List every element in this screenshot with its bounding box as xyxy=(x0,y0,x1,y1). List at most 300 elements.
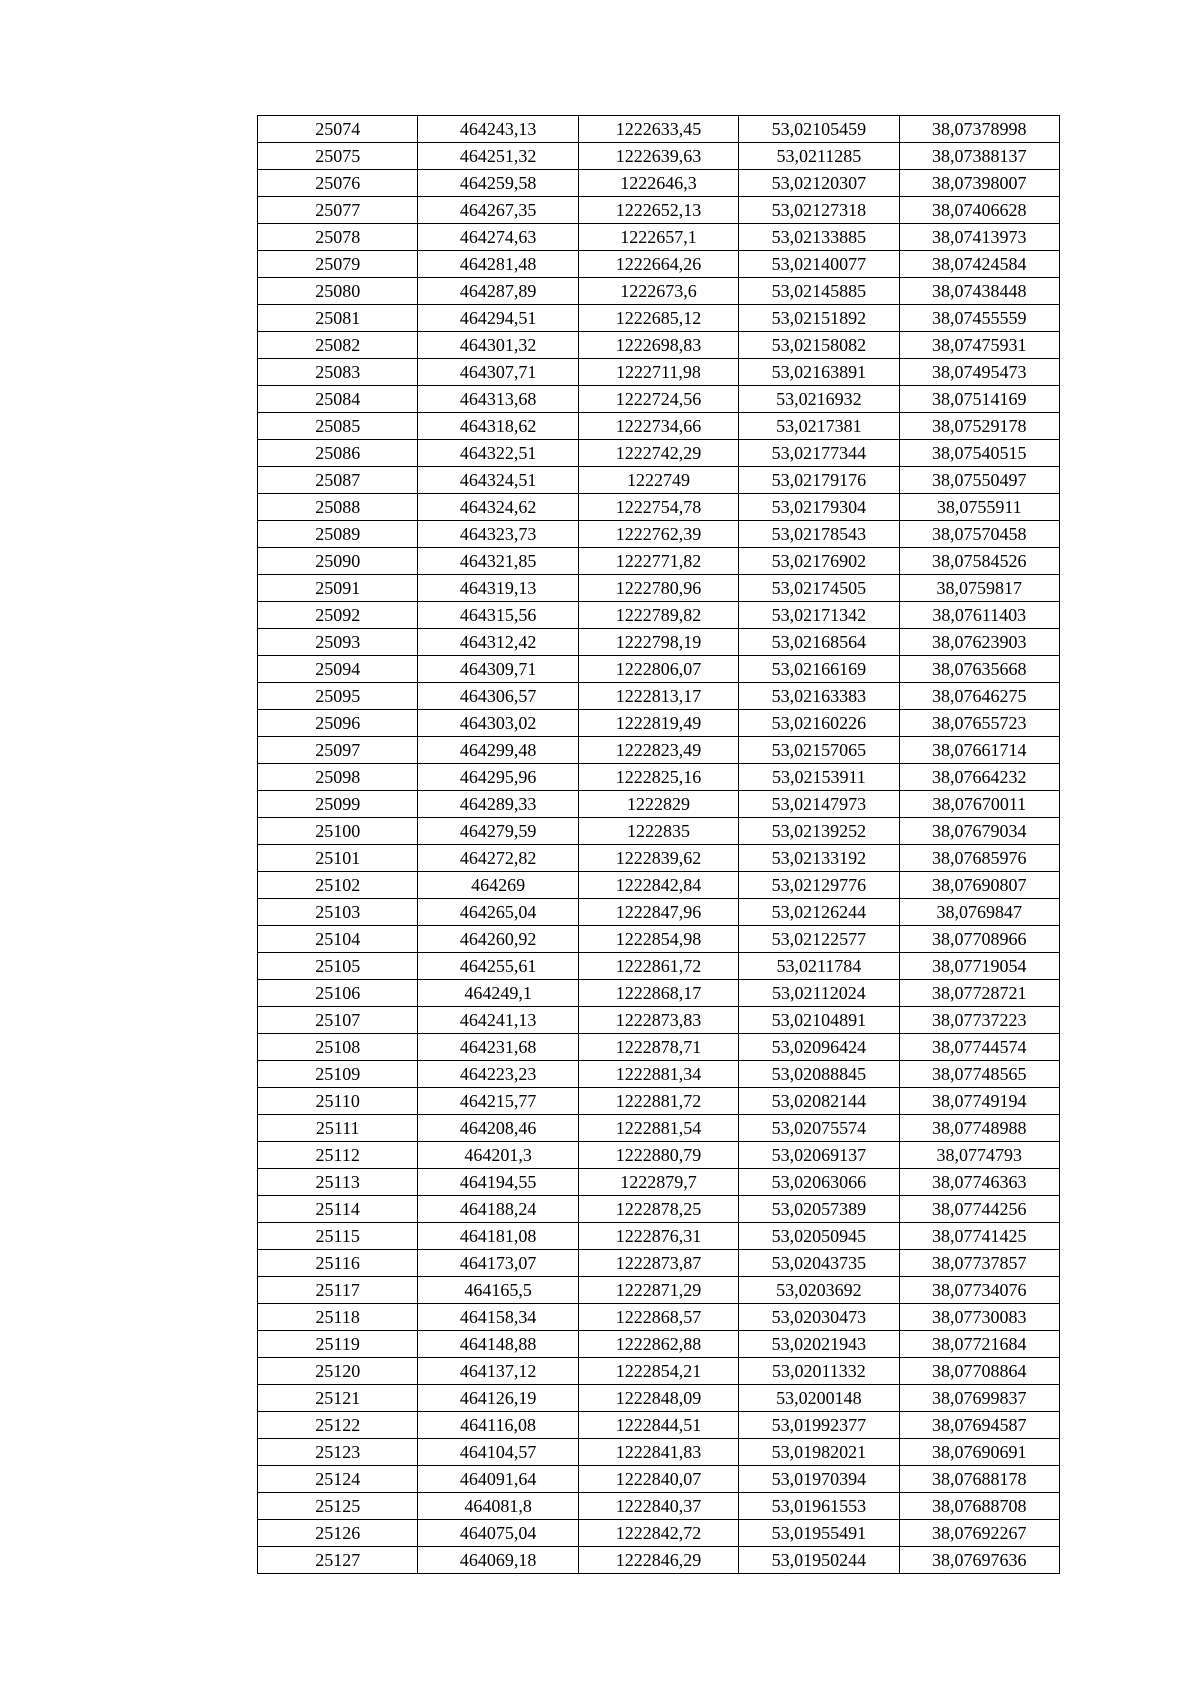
x-coordinate-cell: 464321,85 xyxy=(418,548,578,575)
point-number-cell: 25096 xyxy=(258,710,418,737)
table-row xyxy=(258,1304,1060,1331)
coordinates-table xyxy=(257,115,1060,1574)
longitude-cell: 38,07529178 xyxy=(899,413,1059,440)
table-row xyxy=(258,1169,1060,1196)
table-row xyxy=(258,1088,1060,1115)
y-coordinate-cell: 1222771,82 xyxy=(578,548,738,575)
latitude-cell: 53,01970394 xyxy=(739,1466,899,1493)
longitude-cell: 38,07692267 xyxy=(899,1520,1059,1547)
latitude-cell: 53,02163383 xyxy=(739,683,899,710)
latitude-cell: 53,01982021 xyxy=(739,1439,899,1466)
longitude-cell: 38,07570458 xyxy=(899,521,1059,548)
y-coordinate-cell: 1222846,29 xyxy=(578,1547,738,1574)
longitude-cell: 38,07398007 xyxy=(899,170,1059,197)
table-row xyxy=(258,818,1060,845)
y-coordinate-cell: 1222878,71 xyxy=(578,1034,738,1061)
longitude-cell: 38,07728721 xyxy=(899,980,1059,1007)
latitude-cell: 53,02176902 xyxy=(739,548,899,575)
point-number-cell: 25092 xyxy=(258,602,418,629)
point-number-cell: 25106 xyxy=(258,980,418,1007)
latitude-cell: 53,02127318 xyxy=(739,197,899,224)
x-coordinate-cell: 464255,61 xyxy=(418,953,578,980)
y-coordinate-cell: 1222819,49 xyxy=(578,710,738,737)
latitude-cell: 53,02122577 xyxy=(739,926,899,953)
y-coordinate-cell: 1222881,54 xyxy=(578,1115,738,1142)
table-row xyxy=(258,440,1060,467)
longitude-cell: 38,07730083 xyxy=(899,1304,1059,1331)
x-coordinate-cell: 464324,62 xyxy=(418,494,578,521)
longitude-cell: 38,07699837 xyxy=(899,1385,1059,1412)
table-row xyxy=(258,683,1060,710)
x-coordinate-cell: 464281,48 xyxy=(418,251,578,278)
y-coordinate-cell: 1222685,12 xyxy=(578,305,738,332)
table-row xyxy=(258,170,1060,197)
longitude-cell: 38,07744574 xyxy=(899,1034,1059,1061)
point-number-cell: 25076 xyxy=(258,170,418,197)
point-number-cell: 25116 xyxy=(258,1250,418,1277)
longitude-cell: 38,07623903 xyxy=(899,629,1059,656)
table-row xyxy=(258,251,1060,278)
x-coordinate-cell: 464137,12 xyxy=(418,1358,578,1385)
latitude-cell: 53,02166169 xyxy=(739,656,899,683)
y-coordinate-cell: 1222868,57 xyxy=(578,1304,738,1331)
point-number-cell: 25090 xyxy=(258,548,418,575)
y-coordinate-cell: 1222798,19 xyxy=(578,629,738,656)
table-row xyxy=(258,656,1060,683)
point-number-cell: 25077 xyxy=(258,197,418,224)
longitude-cell: 38,07719054 xyxy=(899,953,1059,980)
longitude-cell: 38,07748565 xyxy=(899,1061,1059,1088)
point-number-cell: 25108 xyxy=(258,1034,418,1061)
x-coordinate-cell: 464279,59 xyxy=(418,818,578,845)
y-coordinate-cell: 1222840,07 xyxy=(578,1466,738,1493)
y-coordinate-cell: 1222844,51 xyxy=(578,1412,738,1439)
y-coordinate-cell: 1222664,26 xyxy=(578,251,738,278)
y-coordinate-cell: 1222842,84 xyxy=(578,872,738,899)
y-coordinate-cell: 1222840,37 xyxy=(578,1493,738,1520)
x-coordinate-cell: 464104,57 xyxy=(418,1439,578,1466)
longitude-cell: 38,07690691 xyxy=(899,1439,1059,1466)
longitude-cell: 38,07438448 xyxy=(899,278,1059,305)
x-coordinate-cell: 464318,62 xyxy=(418,413,578,440)
longitude-cell: 38,0759817 xyxy=(899,575,1059,602)
x-coordinate-cell: 464251,32 xyxy=(418,143,578,170)
y-coordinate-cell: 1222789,82 xyxy=(578,602,738,629)
table-row xyxy=(258,1250,1060,1277)
x-coordinate-cell: 464312,42 xyxy=(418,629,578,656)
x-coordinate-cell: 464075,04 xyxy=(418,1520,578,1547)
point-number-cell: 25081 xyxy=(258,305,418,332)
point-number-cell: 25093 xyxy=(258,629,418,656)
latitude-cell: 53,02153911 xyxy=(739,764,899,791)
y-coordinate-cell: 1222854,98 xyxy=(578,926,738,953)
y-coordinate-cell: 1222673,6 xyxy=(578,278,738,305)
latitude-cell: 53,02163891 xyxy=(739,359,899,386)
table-row xyxy=(258,278,1060,305)
x-coordinate-cell: 464201,3 xyxy=(418,1142,578,1169)
point-number-cell: 25120 xyxy=(258,1358,418,1385)
latitude-cell: 53,02158082 xyxy=(739,332,899,359)
latitude-cell: 53,02147973 xyxy=(739,791,899,818)
point-number-cell: 25109 xyxy=(258,1061,418,1088)
x-coordinate-cell: 464126,19 xyxy=(418,1385,578,1412)
point-number-cell: 25088 xyxy=(258,494,418,521)
x-coordinate-cell: 464241,13 xyxy=(418,1007,578,1034)
latitude-cell: 53,02133885 xyxy=(739,224,899,251)
latitude-cell: 53,02112024 xyxy=(739,980,899,1007)
latitude-cell: 53,0211285 xyxy=(739,143,899,170)
x-coordinate-cell: 464272,82 xyxy=(418,845,578,872)
x-coordinate-cell: 464260,92 xyxy=(418,926,578,953)
x-coordinate-cell: 464223,23 xyxy=(418,1061,578,1088)
table-row xyxy=(258,1223,1060,1250)
point-number-cell: 25114 xyxy=(258,1196,418,1223)
x-coordinate-cell: 464274,63 xyxy=(418,224,578,251)
table-row xyxy=(258,845,1060,872)
table-row xyxy=(258,467,1060,494)
x-coordinate-cell: 464294,51 xyxy=(418,305,578,332)
x-coordinate-cell: 464208,46 xyxy=(418,1115,578,1142)
point-number-cell: 25104 xyxy=(258,926,418,953)
table-row xyxy=(258,1547,1060,1574)
latitude-cell: 53,01950244 xyxy=(739,1547,899,1574)
point-number-cell: 25074 xyxy=(258,116,418,143)
table-row xyxy=(258,494,1060,521)
table-row xyxy=(258,1412,1060,1439)
point-number-cell: 25117 xyxy=(258,1277,418,1304)
latitude-cell: 53,0203692 xyxy=(739,1277,899,1304)
latitude-cell: 53,02174505 xyxy=(739,575,899,602)
y-coordinate-cell: 1222698,83 xyxy=(578,332,738,359)
latitude-cell: 53,02171342 xyxy=(739,602,899,629)
x-coordinate-cell: 464165,5 xyxy=(418,1277,578,1304)
longitude-cell: 38,07685976 xyxy=(899,845,1059,872)
longitude-cell: 38,07413973 xyxy=(899,224,1059,251)
table-row xyxy=(258,413,1060,440)
y-coordinate-cell: 1222881,72 xyxy=(578,1088,738,1115)
x-coordinate-cell: 464158,34 xyxy=(418,1304,578,1331)
latitude-cell: 53,02140077 xyxy=(739,251,899,278)
y-coordinate-cell: 1222711,98 xyxy=(578,359,738,386)
y-coordinate-cell: 1222806,07 xyxy=(578,656,738,683)
latitude-cell: 53,02082144 xyxy=(739,1088,899,1115)
x-coordinate-cell: 464267,35 xyxy=(418,197,578,224)
latitude-cell: 53,0200148 xyxy=(739,1385,899,1412)
longitude-cell: 38,0769847 xyxy=(899,899,1059,926)
latitude-cell: 53,02069137 xyxy=(739,1142,899,1169)
table-row xyxy=(258,575,1060,602)
longitude-cell: 38,07455559 xyxy=(899,305,1059,332)
x-coordinate-cell: 464148,88 xyxy=(418,1331,578,1358)
y-coordinate-cell: 1222880,79 xyxy=(578,1142,738,1169)
point-number-cell: 25102 xyxy=(258,872,418,899)
longitude-cell: 38,07495473 xyxy=(899,359,1059,386)
longitude-cell: 38,07690807 xyxy=(899,872,1059,899)
latitude-cell: 53,01955491 xyxy=(739,1520,899,1547)
y-coordinate-cell: 1222825,16 xyxy=(578,764,738,791)
table-row xyxy=(258,1061,1060,1088)
y-coordinate-cell: 1222879,7 xyxy=(578,1169,738,1196)
table-row xyxy=(258,224,1060,251)
x-coordinate-cell: 464269 xyxy=(418,872,578,899)
latitude-cell: 53,0217381 xyxy=(739,413,899,440)
y-coordinate-cell: 1222646,3 xyxy=(578,170,738,197)
longitude-cell: 38,07670011 xyxy=(899,791,1059,818)
latitude-cell: 53,02057389 xyxy=(739,1196,899,1223)
y-coordinate-cell: 1222873,83 xyxy=(578,1007,738,1034)
y-coordinate-cell: 1222839,62 xyxy=(578,845,738,872)
longitude-cell: 38,07697636 xyxy=(899,1547,1059,1574)
latitude-cell: 53,02145885 xyxy=(739,278,899,305)
point-number-cell: 25091 xyxy=(258,575,418,602)
table-row xyxy=(258,1385,1060,1412)
x-coordinate-cell: 464322,51 xyxy=(418,440,578,467)
x-coordinate-cell: 464306,57 xyxy=(418,683,578,710)
table-row xyxy=(258,926,1060,953)
y-coordinate-cell: 1222871,29 xyxy=(578,1277,738,1304)
latitude-cell: 53,02151892 xyxy=(739,305,899,332)
table-row xyxy=(258,1142,1060,1169)
y-coordinate-cell: 1222862,88 xyxy=(578,1331,738,1358)
table-row xyxy=(258,332,1060,359)
x-coordinate-cell: 464259,58 xyxy=(418,170,578,197)
table-row xyxy=(258,1115,1060,1142)
y-coordinate-cell: 1222841,83 xyxy=(578,1439,738,1466)
latitude-cell: 53,02157065 xyxy=(739,737,899,764)
table-row xyxy=(258,1358,1060,1385)
point-number-cell: 25094 xyxy=(258,656,418,683)
point-number-cell: 25097 xyxy=(258,737,418,764)
longitude-cell: 38,07661714 xyxy=(899,737,1059,764)
latitude-cell: 53,02043735 xyxy=(739,1250,899,1277)
table-row xyxy=(258,116,1060,143)
latitude-cell: 53,02030473 xyxy=(739,1304,899,1331)
longitude-cell: 38,0774793 xyxy=(899,1142,1059,1169)
longitude-cell: 38,07746363 xyxy=(899,1169,1059,1196)
x-coordinate-cell: 464173,07 xyxy=(418,1250,578,1277)
table-row xyxy=(258,1007,1060,1034)
longitude-cell: 38,07550497 xyxy=(899,467,1059,494)
longitude-cell: 38,07514169 xyxy=(899,386,1059,413)
longitude-cell: 38,07688178 xyxy=(899,1466,1059,1493)
y-coordinate-cell: 1222861,72 xyxy=(578,953,738,980)
longitude-cell: 38,07646275 xyxy=(899,683,1059,710)
latitude-cell: 53,02160226 xyxy=(739,710,899,737)
latitude-cell: 53,02075574 xyxy=(739,1115,899,1142)
x-coordinate-cell: 464091,64 xyxy=(418,1466,578,1493)
longitude-cell: 38,07679034 xyxy=(899,818,1059,845)
latitude-cell: 53,02021943 xyxy=(739,1331,899,1358)
x-coordinate-cell: 464265,04 xyxy=(418,899,578,926)
latitude-cell: 53,02088845 xyxy=(739,1061,899,1088)
x-coordinate-cell: 464188,24 xyxy=(418,1196,578,1223)
x-coordinate-cell: 464249,1 xyxy=(418,980,578,1007)
table-row xyxy=(258,305,1060,332)
x-coordinate-cell: 464295,96 xyxy=(418,764,578,791)
table-row xyxy=(258,1466,1060,1493)
x-coordinate-cell: 464301,32 xyxy=(418,332,578,359)
x-coordinate-cell: 464215,77 xyxy=(418,1088,578,1115)
x-coordinate-cell: 464181,08 xyxy=(418,1223,578,1250)
x-coordinate-cell: 464323,73 xyxy=(418,521,578,548)
point-number-cell: 25101 xyxy=(258,845,418,872)
y-coordinate-cell: 1222878,25 xyxy=(578,1196,738,1223)
longitude-cell: 38,07406628 xyxy=(899,197,1059,224)
x-coordinate-cell: 464303,02 xyxy=(418,710,578,737)
y-coordinate-cell: 1222813,17 xyxy=(578,683,738,710)
point-number-cell: 25122 xyxy=(258,1412,418,1439)
x-coordinate-cell: 464313,68 xyxy=(418,386,578,413)
longitude-cell: 38,07748988 xyxy=(899,1115,1059,1142)
longitude-cell: 38,07424584 xyxy=(899,251,1059,278)
table-row xyxy=(258,386,1060,413)
latitude-cell: 53,02050945 xyxy=(739,1223,899,1250)
table-row xyxy=(258,197,1060,224)
y-coordinate-cell: 1222724,56 xyxy=(578,386,738,413)
table-row xyxy=(258,1277,1060,1304)
latitude-cell: 53,01992377 xyxy=(739,1412,899,1439)
latitude-cell: 53,02129776 xyxy=(739,872,899,899)
point-number-cell: 25087 xyxy=(258,467,418,494)
table-row xyxy=(258,521,1060,548)
latitude-cell: 53,02096424 xyxy=(739,1034,899,1061)
point-number-cell: 25103 xyxy=(258,899,418,926)
y-coordinate-cell: 1222754,78 xyxy=(578,494,738,521)
point-number-cell: 25079 xyxy=(258,251,418,278)
point-number-cell: 25082 xyxy=(258,332,418,359)
table-row xyxy=(258,143,1060,170)
table-body xyxy=(258,116,1060,1574)
point-number-cell: 25121 xyxy=(258,1385,418,1412)
table-row xyxy=(258,953,1060,980)
x-coordinate-cell: 464299,48 xyxy=(418,737,578,764)
x-coordinate-cell: 464116,08 xyxy=(418,1412,578,1439)
point-number-cell: 25084 xyxy=(258,386,418,413)
latitude-cell: 53,01961553 xyxy=(739,1493,899,1520)
y-coordinate-cell: 1222873,87 xyxy=(578,1250,738,1277)
table-row xyxy=(258,1520,1060,1547)
table-row xyxy=(258,710,1060,737)
point-number-cell: 25105 xyxy=(258,953,418,980)
point-number-cell: 25124 xyxy=(258,1466,418,1493)
table-row xyxy=(258,737,1060,764)
latitude-cell: 53,0216932 xyxy=(739,386,899,413)
table-row xyxy=(258,1034,1060,1061)
table-row xyxy=(258,359,1060,386)
table-row xyxy=(258,1196,1060,1223)
point-number-cell: 25089 xyxy=(258,521,418,548)
point-number-cell: 25095 xyxy=(258,683,418,710)
latitude-cell: 53,02179304 xyxy=(739,494,899,521)
y-coordinate-cell: 1222848,09 xyxy=(578,1385,738,1412)
y-coordinate-cell: 1222847,96 xyxy=(578,899,738,926)
x-coordinate-cell: 464307,71 xyxy=(418,359,578,386)
y-coordinate-cell: 1222734,66 xyxy=(578,413,738,440)
longitude-cell: 38,07741425 xyxy=(899,1223,1059,1250)
point-number-cell: 25112 xyxy=(258,1142,418,1169)
y-coordinate-cell: 1222854,21 xyxy=(578,1358,738,1385)
table-row xyxy=(258,1331,1060,1358)
point-number-cell: 25110 xyxy=(258,1088,418,1115)
latitude-cell: 53,02120307 xyxy=(739,170,899,197)
x-coordinate-cell: 464069,18 xyxy=(418,1547,578,1574)
latitude-cell: 53,02126244 xyxy=(739,899,899,926)
table-row xyxy=(258,872,1060,899)
longitude-cell: 38,07388137 xyxy=(899,143,1059,170)
latitude-cell: 53,02179176 xyxy=(739,467,899,494)
point-number-cell: 25127 xyxy=(258,1547,418,1574)
longitude-cell: 38,07737223 xyxy=(899,1007,1059,1034)
point-number-cell: 25119 xyxy=(258,1331,418,1358)
x-coordinate-cell: 464309,71 xyxy=(418,656,578,683)
point-number-cell: 25100 xyxy=(258,818,418,845)
y-coordinate-cell: 1222639,63 xyxy=(578,143,738,170)
x-coordinate-cell: 464315,56 xyxy=(418,602,578,629)
y-coordinate-cell: 1222657,1 xyxy=(578,224,738,251)
table-row xyxy=(258,899,1060,926)
x-coordinate-cell: 464194,55 xyxy=(418,1169,578,1196)
longitude-cell: 38,07708864 xyxy=(899,1358,1059,1385)
y-coordinate-cell: 1222742,29 xyxy=(578,440,738,467)
latitude-cell: 53,02168564 xyxy=(739,629,899,656)
table-row xyxy=(258,791,1060,818)
y-coordinate-cell: 1222823,49 xyxy=(578,737,738,764)
longitude-cell: 38,07688708 xyxy=(899,1493,1059,1520)
latitude-cell: 53,02104891 xyxy=(739,1007,899,1034)
point-number-cell: 25115 xyxy=(258,1223,418,1250)
longitude-cell: 38,07749194 xyxy=(899,1088,1059,1115)
longitude-cell: 38,07635668 xyxy=(899,656,1059,683)
y-coordinate-cell: 1222780,96 xyxy=(578,575,738,602)
longitude-cell: 38,07655723 xyxy=(899,710,1059,737)
y-coordinate-cell: 1222835 xyxy=(578,818,738,845)
y-coordinate-cell: 1222762,39 xyxy=(578,521,738,548)
latitude-cell: 53,0211784 xyxy=(739,953,899,980)
longitude-cell: 38,07378998 xyxy=(899,116,1059,143)
point-number-cell: 25078 xyxy=(258,224,418,251)
latitude-cell: 53,02178543 xyxy=(739,521,899,548)
point-number-cell: 25111 xyxy=(258,1115,418,1142)
table-row xyxy=(258,980,1060,1007)
point-number-cell: 25098 xyxy=(258,764,418,791)
longitude-cell: 38,07694587 xyxy=(899,1412,1059,1439)
y-coordinate-cell: 1222652,13 xyxy=(578,197,738,224)
longitude-cell: 38,07737857 xyxy=(899,1250,1059,1277)
x-coordinate-cell: 464289,33 xyxy=(418,791,578,818)
point-number-cell: 25086 xyxy=(258,440,418,467)
x-coordinate-cell: 464319,13 xyxy=(418,575,578,602)
latitude-cell: 53,02105459 xyxy=(739,116,899,143)
y-coordinate-cell: 1222842,72 xyxy=(578,1520,738,1547)
point-number-cell: 25099 xyxy=(258,791,418,818)
y-coordinate-cell: 1222829 xyxy=(578,791,738,818)
latitude-cell: 53,02063066 xyxy=(739,1169,899,1196)
point-number-cell: 25075 xyxy=(258,143,418,170)
longitude-cell: 38,07734076 xyxy=(899,1277,1059,1304)
table-row xyxy=(258,548,1060,575)
y-coordinate-cell: 1222633,45 xyxy=(578,116,738,143)
longitude-cell: 38,07475931 xyxy=(899,332,1059,359)
y-coordinate-cell: 1222868,17 xyxy=(578,980,738,1007)
table-row xyxy=(258,764,1060,791)
longitude-cell: 38,07721684 xyxy=(899,1331,1059,1358)
table-row xyxy=(258,629,1060,656)
table-row xyxy=(258,1493,1060,1520)
point-number-cell: 25125 xyxy=(258,1493,418,1520)
table-row xyxy=(258,602,1060,629)
point-number-cell: 25107 xyxy=(258,1007,418,1034)
y-coordinate-cell: 1222881,34 xyxy=(578,1061,738,1088)
